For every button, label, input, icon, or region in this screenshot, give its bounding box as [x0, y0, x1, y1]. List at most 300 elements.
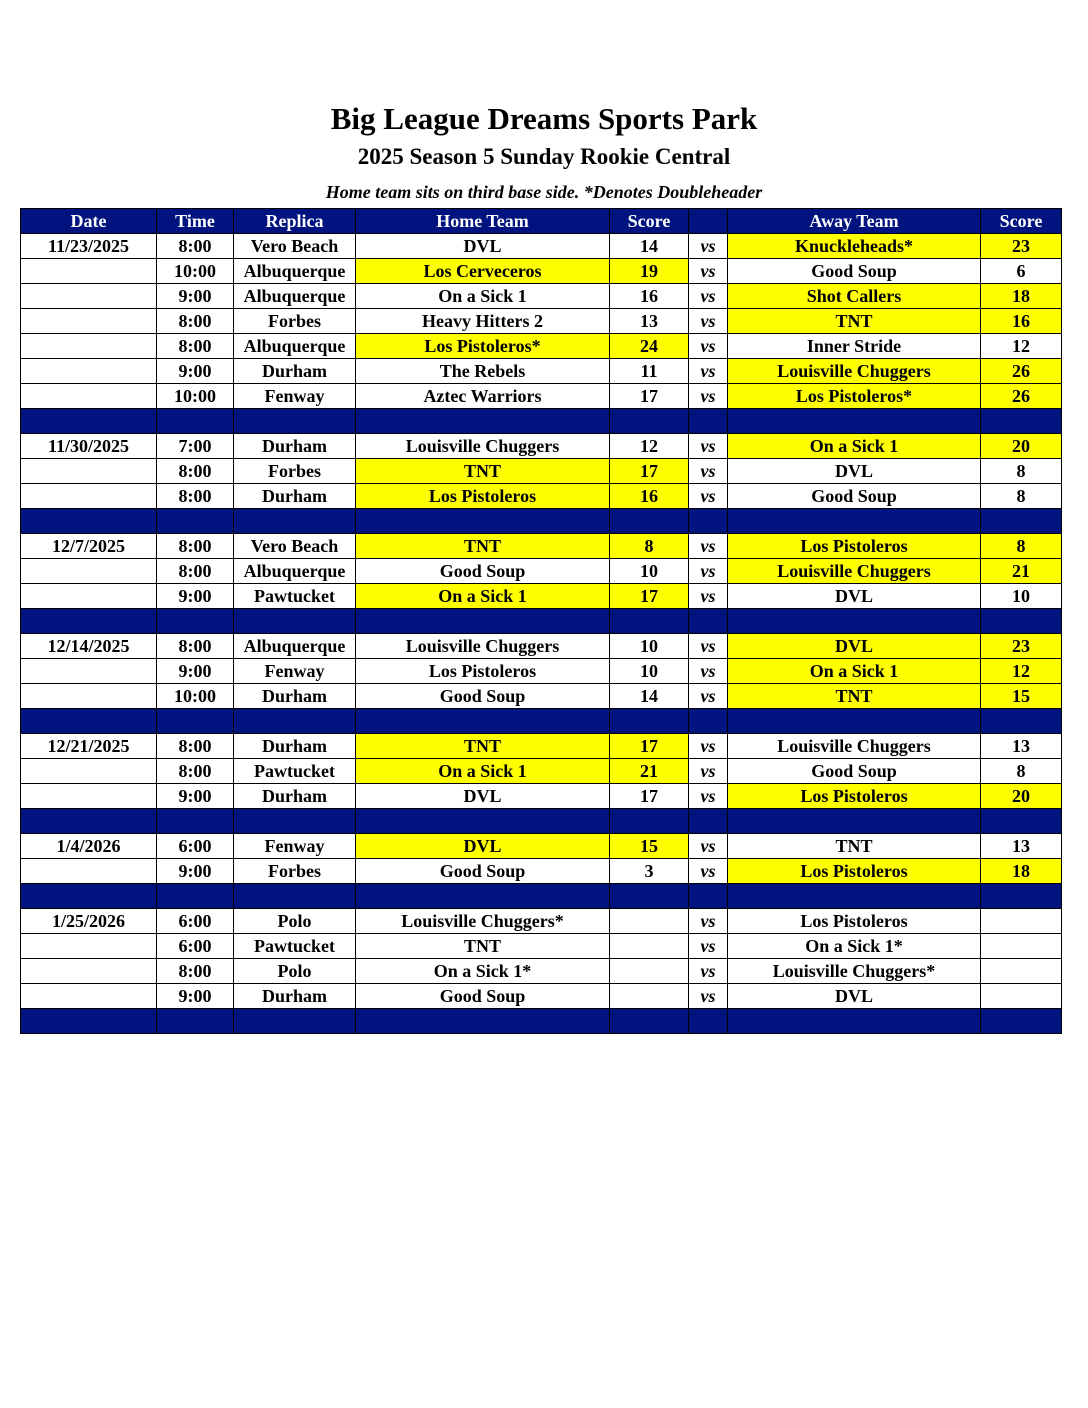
- away-team-cell: Los Pistoleros: [728, 534, 981, 559]
- date-cell: [21, 584, 157, 609]
- date-cell: [21, 759, 157, 784]
- vs-cell: vs: [689, 734, 728, 759]
- home-score-cell: 3: [610, 859, 689, 884]
- time-cell: 8:00: [157, 484, 234, 509]
- spacer-cell: [610, 709, 689, 734]
- spacer-cell: [689, 409, 728, 434]
- away-score-cell: 16: [981, 309, 1062, 334]
- home-score-cell: 17: [610, 584, 689, 609]
- date-cell: [21, 259, 157, 284]
- spacer-cell: [21, 884, 157, 909]
- time-cell: 9:00: [157, 284, 234, 309]
- home-score-cell: [610, 959, 689, 984]
- away-score-cell: [981, 959, 1062, 984]
- replica-cell: Pawtucket: [234, 934, 356, 959]
- spacer-cell: [21, 1009, 157, 1034]
- table-row: [21, 384, 1062, 409]
- spacer-cell: [689, 509, 728, 534]
- away-team-cell: On a Sick 1*: [728, 934, 981, 959]
- home-score-cell: 10: [610, 634, 689, 659]
- spacer-cell: [610, 809, 689, 834]
- table-row: [21, 859, 1062, 884]
- table-row: [21, 684, 1062, 709]
- home-team-cell: Good Soup: [356, 684, 610, 709]
- away-team-cell: Los Pistoleros*: [728, 384, 981, 409]
- table-row: [21, 234, 1062, 259]
- spacer-cell: [981, 709, 1062, 734]
- vs-cell: vs: [689, 659, 728, 684]
- away-team-cell: Louisville Chuggers*: [728, 959, 981, 984]
- spacer-cell: [234, 1009, 356, 1034]
- spacer-cell: [234, 509, 356, 534]
- table-row: [21, 434, 1062, 459]
- spacer-cell: [157, 709, 234, 734]
- date-cell: 1/4/2026: [21, 834, 157, 859]
- home-team-cell: Los Pistoleros: [356, 484, 610, 509]
- home-team-cell: On a Sick 1: [356, 284, 610, 309]
- table-row: [21, 634, 1062, 659]
- spacer-row: [21, 1009, 1062, 1034]
- away-score-cell: 13: [981, 834, 1062, 859]
- away-team-cell: Los Pistoleros: [728, 909, 981, 934]
- away-team-cell: Good Soup: [728, 759, 981, 784]
- home-team-cell: TNT: [356, 534, 610, 559]
- replica-cell: Forbes: [234, 459, 356, 484]
- table-row: [21, 259, 1062, 284]
- spacer-cell: [610, 509, 689, 534]
- table-row: [21, 934, 1062, 959]
- spacer-cell: [981, 1009, 1062, 1034]
- col-away-score: Score: [981, 209, 1062, 234]
- away-score-cell: 8: [981, 484, 1062, 509]
- spacer-cell: [610, 1009, 689, 1034]
- vs-cell: vs: [689, 834, 728, 859]
- time-cell: 9:00: [157, 359, 234, 384]
- table-row: [21, 759, 1062, 784]
- vs-cell: vs: [689, 934, 728, 959]
- spacer-cell: [728, 609, 981, 634]
- home-team-cell: Los Pistoleros*: [356, 334, 610, 359]
- spacer-cell: [728, 409, 981, 434]
- table-row: [21, 459, 1062, 484]
- spacer-cell: [728, 884, 981, 909]
- time-cell: 6:00: [157, 934, 234, 959]
- time-cell: 8:00: [157, 459, 234, 484]
- date-cell: [21, 559, 157, 584]
- time-cell: 8:00: [157, 534, 234, 559]
- vs-cell: vs: [689, 334, 728, 359]
- spacer-cell: [610, 884, 689, 909]
- home-team-cell: On a Sick 1*: [356, 959, 610, 984]
- home-score-cell: 21: [610, 759, 689, 784]
- spacer-cell: [981, 509, 1062, 534]
- away-score-cell: [981, 934, 1062, 959]
- page-subtitle: 2025 Season 5 Sunday Rookie Central: [357, 144, 731, 169]
- spacer-cell: [689, 609, 728, 634]
- home-score-cell: 10: [610, 559, 689, 584]
- date-cell: 12/14/2025: [21, 634, 157, 659]
- spacer-cell: [356, 1009, 610, 1034]
- vs-cell: vs: [689, 434, 728, 459]
- vs-cell: vs: [689, 309, 728, 334]
- spacer-cell: [356, 609, 610, 634]
- table-row: [21, 309, 1062, 334]
- replica-cell: Durham: [234, 734, 356, 759]
- time-cell: 10:00: [157, 259, 234, 284]
- vs-cell: vs: [689, 759, 728, 784]
- away-team-cell: On a Sick 1: [728, 434, 981, 459]
- away-score-cell: 8: [981, 534, 1062, 559]
- away-score-cell: 23: [981, 634, 1062, 659]
- away-score-cell: 23: [981, 234, 1062, 259]
- date-cell: [21, 284, 157, 309]
- header-row: [21, 209, 1062, 234]
- home-score-cell: [610, 984, 689, 1009]
- spacer-row: [21, 509, 1062, 534]
- schedule-table: [20, 208, 1062, 1034]
- spacer-cell: [610, 409, 689, 434]
- home-team-cell: Louisville Chuggers*: [356, 909, 610, 934]
- date-cell: 1/25/2026: [21, 909, 157, 934]
- table-row: [21, 984, 1062, 1009]
- home-team-cell: Louisville Chuggers: [356, 434, 610, 459]
- home-score-cell: 19: [610, 259, 689, 284]
- spacer-cell: [728, 1009, 981, 1034]
- away-score-cell: [981, 984, 1062, 1009]
- home-score-cell: 17: [610, 734, 689, 759]
- home-score-cell: 11: [610, 359, 689, 384]
- home-score-cell: [610, 909, 689, 934]
- date-cell: 12/7/2025: [21, 534, 157, 559]
- replica-cell: Forbes: [234, 309, 356, 334]
- home-team-cell: The Rebels: [356, 359, 610, 384]
- time-cell: 9:00: [157, 859, 234, 884]
- spacer-row: [21, 809, 1062, 834]
- home-team-cell: Louisville Chuggers: [356, 634, 610, 659]
- time-cell: 8:00: [157, 634, 234, 659]
- home-team-cell: Good Soup: [356, 984, 610, 1009]
- schedule-body: [21, 234, 1062, 1034]
- spacer-cell: [234, 709, 356, 734]
- spacer-cell: [157, 1009, 234, 1034]
- away-team-cell: TNT: [728, 684, 981, 709]
- away-team-cell: Knuckleheads*: [728, 234, 981, 259]
- time-cell: 9:00: [157, 984, 234, 1009]
- spacer-cell: [981, 609, 1062, 634]
- table-row: [21, 484, 1062, 509]
- home-team-cell: Los Cerveceros: [356, 259, 610, 284]
- date-cell: [21, 334, 157, 359]
- away-team-cell: Los Pistoleros: [728, 784, 981, 809]
- vs-cell: vs: [689, 284, 728, 309]
- home-score-cell: 10: [610, 659, 689, 684]
- col-vs: [689, 209, 728, 234]
- away-score-cell: 20: [981, 434, 1062, 459]
- time-cell: 8:00: [157, 309, 234, 334]
- date-cell: [21, 684, 157, 709]
- vs-cell: vs: [689, 909, 728, 934]
- spacer-cell: [21, 509, 157, 534]
- away-score-cell: 13: [981, 734, 1062, 759]
- date-cell: [21, 959, 157, 984]
- spacer-cell: [356, 509, 610, 534]
- time-cell: 8:00: [157, 334, 234, 359]
- home-team-cell: DVL: [356, 834, 610, 859]
- away-team-cell: DVL: [728, 634, 981, 659]
- spacer-cell: [728, 509, 981, 534]
- table-row: [21, 834, 1062, 859]
- date-cell: [21, 459, 157, 484]
- home-score-cell: 24: [610, 334, 689, 359]
- spacer-cell: [689, 884, 728, 909]
- replica-cell: Durham: [234, 684, 356, 709]
- home-score-cell: 16: [610, 284, 689, 309]
- vs-cell: vs: [689, 559, 728, 584]
- replica-cell: Fenway: [234, 384, 356, 409]
- table-row: [21, 334, 1062, 359]
- table-row: [21, 284, 1062, 309]
- away-score-cell: 26: [981, 359, 1062, 384]
- away-score-cell: 20: [981, 784, 1062, 809]
- spacer-cell: [157, 609, 234, 634]
- home-team-cell: DVL: [356, 784, 610, 809]
- replica-cell: Albuquerque: [234, 334, 356, 359]
- doubleheader-note: Home team sits on third base side. *Denotes Doubleheader: [325, 182, 763, 202]
- time-cell: 9:00: [157, 784, 234, 809]
- time-cell: 9:00: [157, 584, 234, 609]
- away-score-cell: [981, 909, 1062, 934]
- vs-cell: vs: [689, 684, 728, 709]
- time-cell: 10:00: [157, 384, 234, 409]
- table-row: [21, 534, 1062, 559]
- replica-cell: Durham: [234, 434, 356, 459]
- home-team-cell: DVL: [356, 234, 610, 259]
- away-team-cell: DVL: [728, 459, 981, 484]
- date-cell: [21, 484, 157, 509]
- spacer-cell: [21, 709, 157, 734]
- spacer-cell: [234, 609, 356, 634]
- time-cell: 8:00: [157, 234, 234, 259]
- time-cell: 8:00: [157, 559, 234, 584]
- replica-cell: Pawtucket: [234, 584, 356, 609]
- col-date: Date: [21, 209, 157, 234]
- away-score-cell: 26: [981, 384, 1062, 409]
- table-row: [21, 584, 1062, 609]
- home-team-cell: Los Pistoleros: [356, 659, 610, 684]
- spacer-cell: [689, 709, 728, 734]
- spacer-cell: [157, 409, 234, 434]
- home-team-cell: Good Soup: [356, 859, 610, 884]
- home-team-cell: On a Sick 1: [356, 584, 610, 609]
- spacer-cell: [21, 409, 157, 434]
- time-cell: 6:00: [157, 909, 234, 934]
- away-score-cell: 10: [981, 584, 1062, 609]
- home-team-cell: Good Soup: [356, 559, 610, 584]
- table-row: [21, 784, 1062, 809]
- away-team-cell: TNT: [728, 834, 981, 859]
- home-score-cell: 8: [610, 534, 689, 559]
- spacer-cell: [728, 809, 981, 834]
- replica-cell: Fenway: [234, 659, 356, 684]
- date-cell: [21, 934, 157, 959]
- spacer-row: [21, 709, 1062, 734]
- col-away-team: Away Team: [728, 209, 981, 234]
- replica-cell: Albuquerque: [234, 559, 356, 584]
- time-cell: 8:00: [157, 759, 234, 784]
- vs-cell: vs: [689, 384, 728, 409]
- vs-cell: vs: [689, 859, 728, 884]
- away-score-cell: 8: [981, 459, 1062, 484]
- replica-cell: Polo: [234, 959, 356, 984]
- table-row: [21, 359, 1062, 384]
- home-team-cell: TNT: [356, 459, 610, 484]
- home-score-cell: 14: [610, 684, 689, 709]
- away-team-cell: Inner Stride: [728, 334, 981, 359]
- replica-cell: Albuquerque: [234, 634, 356, 659]
- replica-cell: Durham: [234, 784, 356, 809]
- replica-cell: Vero Beach: [234, 534, 356, 559]
- home-score-cell: 13: [610, 309, 689, 334]
- table-row: [21, 959, 1062, 984]
- date-cell: 11/30/2025: [21, 434, 157, 459]
- home-team-cell: TNT: [356, 734, 610, 759]
- time-cell: 9:00: [157, 659, 234, 684]
- home-score-cell: 17: [610, 459, 689, 484]
- spacer-cell: [157, 884, 234, 909]
- col-replica: Replica: [234, 209, 356, 234]
- home-score-cell: 16: [610, 484, 689, 509]
- vs-cell: vs: [689, 784, 728, 809]
- vs-cell: vs: [689, 359, 728, 384]
- away-team-cell: Good Soup: [728, 259, 981, 284]
- spacer-cell: [356, 809, 610, 834]
- away-team-cell: DVL: [728, 984, 981, 1009]
- table-row: [21, 734, 1062, 759]
- away-team-cell: DVL: [728, 584, 981, 609]
- vs-cell: vs: [689, 259, 728, 284]
- time-cell: 7:00: [157, 434, 234, 459]
- replica-cell: Durham: [234, 484, 356, 509]
- date-cell: [21, 359, 157, 384]
- away-score-cell: 12: [981, 659, 1062, 684]
- spacer-cell: [728, 709, 981, 734]
- away-team-cell: Louisville Chuggers: [728, 359, 981, 384]
- table-row: [21, 909, 1062, 934]
- home-team-cell: Aztec Warriors: [356, 384, 610, 409]
- col-time: Time: [157, 209, 234, 234]
- spacer-cell: [21, 809, 157, 834]
- spacer-row: [21, 409, 1062, 434]
- time-cell: 8:00: [157, 734, 234, 759]
- spacer-cell: [689, 809, 728, 834]
- replica-cell: Durham: [234, 984, 356, 1009]
- away-score-cell: 21: [981, 559, 1062, 584]
- date-cell: [21, 384, 157, 409]
- table-row: [21, 559, 1062, 584]
- away-team-cell: TNT: [728, 309, 981, 334]
- spacer-cell: [689, 1009, 728, 1034]
- vs-cell: vs: [689, 234, 728, 259]
- vs-cell: vs: [689, 459, 728, 484]
- home-team-cell: TNT: [356, 934, 610, 959]
- replica-cell: Polo: [234, 909, 356, 934]
- page-title: Big League Dreams Sports Park: [330, 101, 758, 136]
- date-cell: [21, 659, 157, 684]
- spacer-cell: [981, 409, 1062, 434]
- spacer-cell: [234, 409, 356, 434]
- date-cell: [21, 984, 157, 1009]
- replica-cell: Albuquerque: [234, 284, 356, 309]
- spacer-cell: [356, 884, 610, 909]
- spacer-cell: [610, 609, 689, 634]
- away-team-cell: On a Sick 1: [728, 659, 981, 684]
- time-cell: 10:00: [157, 684, 234, 709]
- replica-cell: Durham: [234, 359, 356, 384]
- table-row: [21, 659, 1062, 684]
- home-score-cell: 17: [610, 384, 689, 409]
- replica-cell: Vero Beach: [234, 234, 356, 259]
- away-team-cell: Los Pistoleros: [728, 859, 981, 884]
- spacer-row: [21, 884, 1062, 909]
- date-cell: [21, 309, 157, 334]
- date-cell: [21, 784, 157, 809]
- spacer-cell: [234, 809, 356, 834]
- spacer-cell: [981, 884, 1062, 909]
- col-home-score: Score: [610, 209, 689, 234]
- home-score-cell: 14: [610, 234, 689, 259]
- col-home-team: Home Team: [356, 209, 610, 234]
- replica-cell: Forbes: [234, 859, 356, 884]
- spacer-row: [21, 609, 1062, 634]
- vs-cell: vs: [689, 584, 728, 609]
- home-score-cell: 15: [610, 834, 689, 859]
- home-score-cell: [610, 934, 689, 959]
- away-score-cell: 8: [981, 759, 1062, 784]
- home-score-cell: 17: [610, 784, 689, 809]
- date-cell: [21, 859, 157, 884]
- away-team-cell: Louisville Chuggers: [728, 559, 981, 584]
- replica-cell: Albuquerque: [234, 259, 356, 284]
- vs-cell: vs: [689, 959, 728, 984]
- away-score-cell: 18: [981, 284, 1062, 309]
- vs-cell: vs: [689, 984, 728, 1009]
- time-cell: 8:00: [157, 959, 234, 984]
- replica-cell: Fenway: [234, 834, 356, 859]
- away-score-cell: 12: [981, 334, 1062, 359]
- vs-cell: vs: [689, 634, 728, 659]
- date-cell: 11/23/2025: [21, 234, 157, 259]
- home-team-cell: On a Sick 1: [356, 759, 610, 784]
- home-score-cell: 12: [610, 434, 689, 459]
- spacer-cell: [981, 809, 1062, 834]
- away-score-cell: 6: [981, 259, 1062, 284]
- replica-cell: Pawtucket: [234, 759, 356, 784]
- home-team-cell: Heavy Hitters 2: [356, 309, 610, 334]
- vs-cell: vs: [689, 534, 728, 559]
- spacer-cell: [356, 409, 610, 434]
- away-team-cell: Good Soup: [728, 484, 981, 509]
- spacer-cell: [234, 884, 356, 909]
- away-team-cell: Shot Callers: [728, 284, 981, 309]
- away-score-cell: 18: [981, 859, 1062, 884]
- spacer-cell: [157, 509, 234, 534]
- time-cell: 6:00: [157, 834, 234, 859]
- date-cell: 12/21/2025: [21, 734, 157, 759]
- vs-cell: vs: [689, 484, 728, 509]
- away-score-cell: 15: [981, 684, 1062, 709]
- spacer-cell: [157, 809, 234, 834]
- away-team-cell: Louisville Chuggers: [728, 734, 981, 759]
